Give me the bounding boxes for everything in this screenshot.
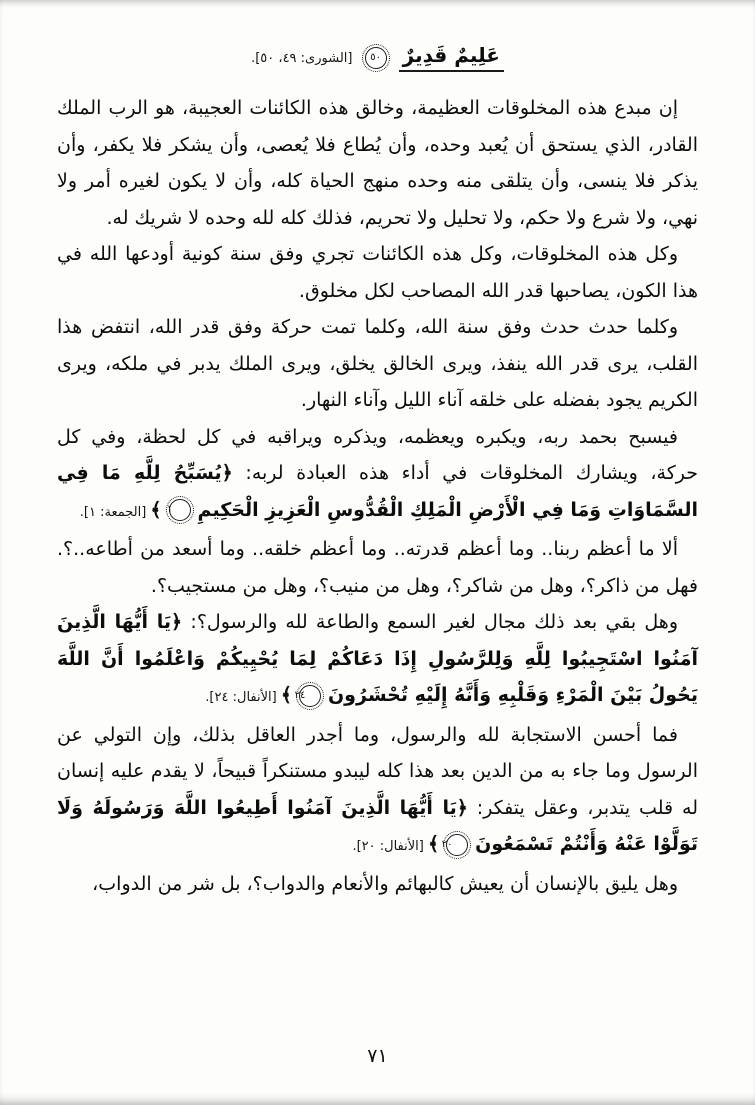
paragraph [57,866,698,903]
paragraph-text: وكل هذه المخلوقات، وكل هذه الكائنات تجري وفق سنة كونية أودعها الله في هذا الكون، يصاحبها قدر الله المصاحب لكل مخلوق. [57,243,698,302]
paragraph-text: إن مبدع هذه المخلوقات العظيمة، وخالق هذه الكائنات العجيبة، هو الرب الملك القادر، الذي يستحق أن يُعبد وحده، وأن يُطاع فلا يُعصى، وأن يشكر فلا يكفر، وأن يذكر فلا ينسى، وأن يتلقى منه وحده منهج الحياة كله، وأن لا يكون لغيره أمر ولا نهي، ولا شرع ولا حكم، ولا تحليل ولا تحريم، فذلك كله لله وحده لا شريك له. [57,97,698,229]
paragraph [57,717,698,866]
paragraph [57,90,698,236]
paragraph-text: وهل يليق بالإنسان أن يعيش كالبهائم والأنعام والدواب؟، بل شر من الدواب، [92,872,678,895]
quran-quote: ﴾ [150,498,162,521]
quran-quote: ﴾ [280,684,292,706]
ayah-marker-icon: ١ [169,499,191,521]
paragraph [57,309,698,419]
paragraph-text: فما أحسن الاستجابة لله والرسول، وما أجدر العاقل بذلك، وإن التولي عن الرسول وما جاء به من الدين بعد هذا كله ليبدو مستنكراً قبيحاً، لا يقدم عليه إنسان له قلب يتدبر، وعقل يتفكر: [57,723,698,819]
page-body [57,90,698,902]
page-header [57,40,698,74]
paragraph [57,531,698,604]
paragraph [57,236,698,309]
ayah-marker-icon: ٢٤ [299,685,321,707]
ayah-marker-icon: ٢٠ [446,834,468,856]
paragraph-text: ألا ما أعظم ربنا.. وما أعظم قدرته.. وما أعظم خلقه.. وما أسعد من أطاعه..؟. فهل من ذاكر؟، وهل من شاكر؟، وهل من منيب؟، وهل من مستجيب؟. [57,538,698,597]
paragraph-text: فيسبح بحمد ربه، ويكبره ويعظمه، ويذكره ويراقبه في كل لحظة، وفي كل حركة، ويشارك المخلوقات في أداء هذه العبادة لربه: [57,425,698,484]
quran-quote: ﴿يَا أَيُّهَا الَّذِينَ آمَنُوا اسْتَجِيبُوا لِلَّهِ وَلِلرَّسُولِ إِذَا دَعَاكُمْ لِمَا يُحْيِيكُمْ وَاعْلَمُوا أَنَّ اللَّهَ يَحُولُ بَيْنَ الْمَرْءِ وَقَلْبِهِ وَأَنَّهُ إِلَيْهِ تُحْشَرُونَ [57,611,698,706]
page-number: ٧١ [367,1045,388,1067]
header-citation: [الشورى: ٤٩، ٥٠]. [251,51,353,66]
verse-citation: [الجمعة: ١]. [79,504,151,520]
header-quran-phrase: عَلِيمٌ قَدِيرٌ [399,43,504,72]
quran-quote: ﴿يُسَبِّحُ لِلَّهِ مَا فِي السَّمَاوَاتِ وَمَا فِي الْأَرْضِ الْمَلِكِ الْقُدُّوسِ الْعَزِيزِ الْحَكِيمِ [57,462,698,521]
paragraph [57,419,698,532]
header-ayah-marker-icon: ٥٠ [365,47,387,69]
paragraph-text: وكلما حدث حدث وفق سنة الله، وكلما تمت حركة وفق قدر الله، انتفض هذا القلب، يرى قدر الله ينفذ، ويرى الخالق يخلق، ويرى الملك يدبر في ملكه، ويرى الكريم يجود بفضله على خلقه آناء الليل وآناء النهار. [57,316,698,411]
paragraph-text: وهل بقي بعد ذلك مجال لغير السمع والطاعة لله والرسول؟: [182,611,679,633]
verse-citation: [الأنفال: ٢٤]. [205,690,281,705]
quran-quote: ﴾ [427,833,440,855]
paragraph [57,604,698,717]
quran-quote: ﴿يَا أَيُّهَا الَّذِينَ آمَنُوا أَطِيعُوا اللَّهَ وَرَسُولَهُ وَلَا تَوَلَّوْا عَنْهُ وَأَنْتُمْ تَسْمَعُونَ [57,796,698,855]
verse-citation: [الأنفال: ٢٠]. [352,839,428,854]
